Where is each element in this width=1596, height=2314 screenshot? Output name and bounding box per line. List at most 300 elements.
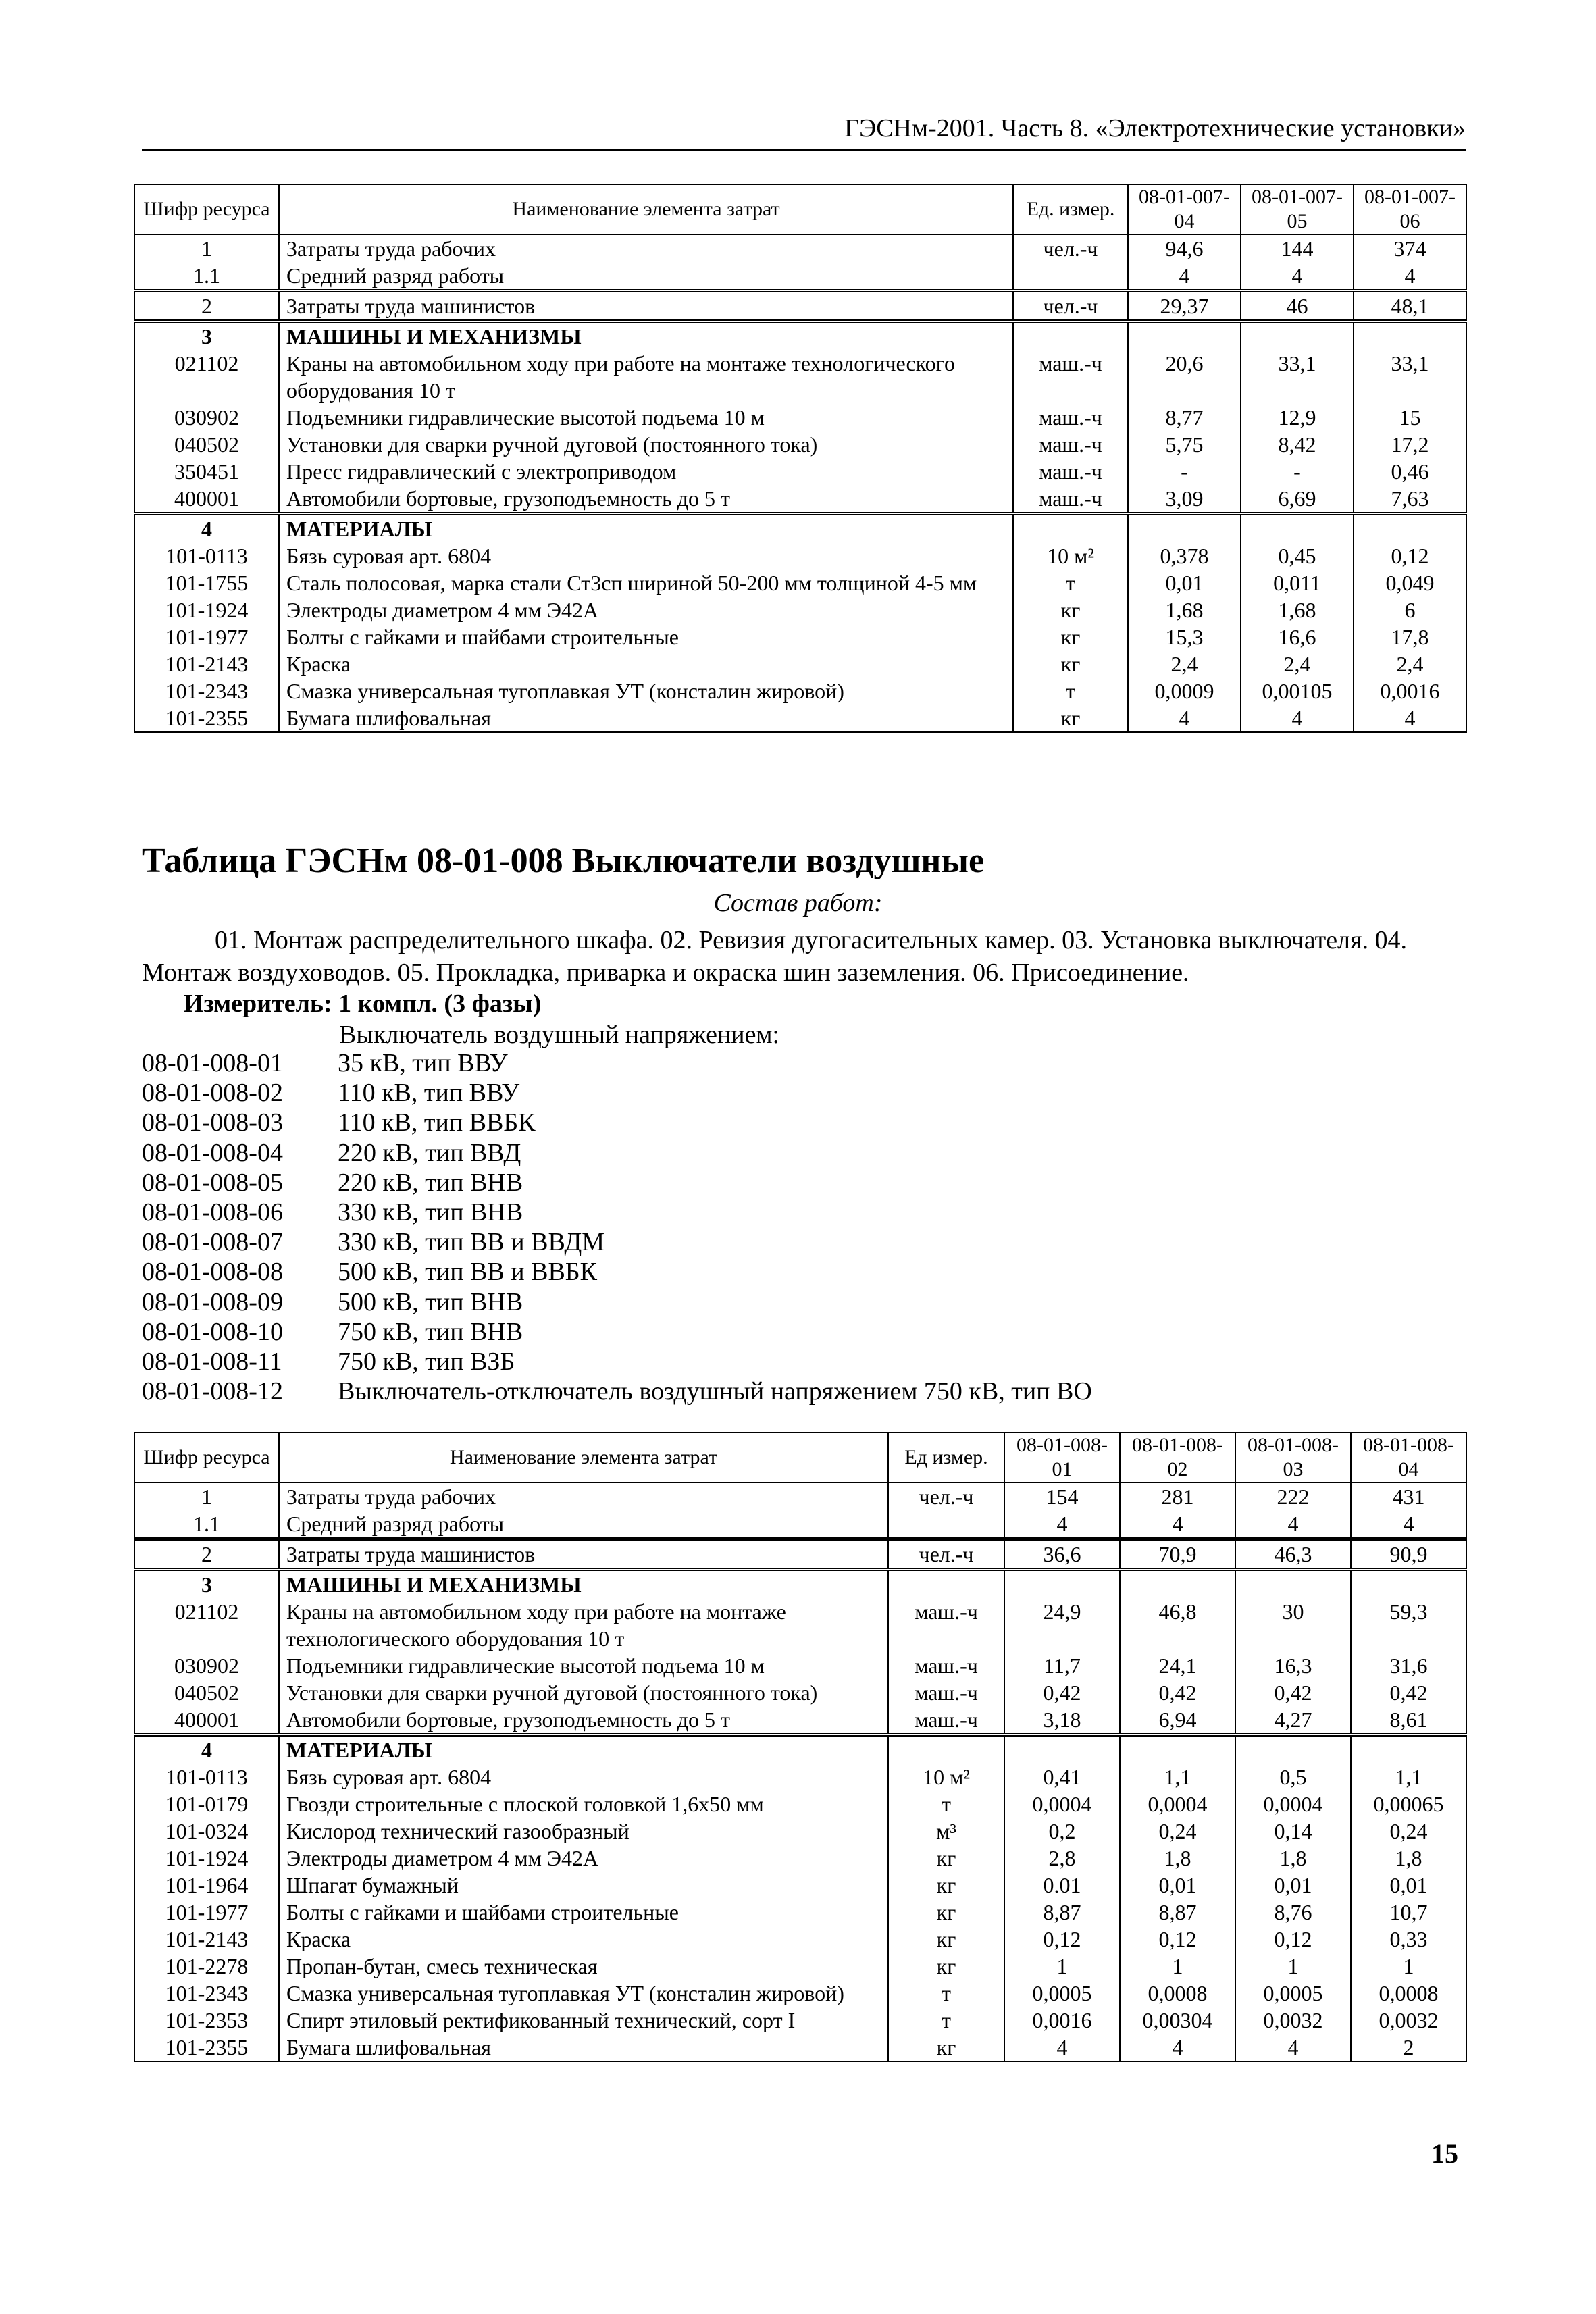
norm-value-cell: 4: [1128, 262, 1241, 291]
resource-code-cell: 101-0179: [134, 1791, 279, 1818]
variant-description: 110 кВ, тип ВВБК: [338, 1108, 536, 1137]
running-header: ГЭСНм-2001. Часть 8. «Электротехнические установки»: [142, 115, 1466, 151]
norm-value-cell: 0,011: [1241, 569, 1354, 596]
norm-value-cell: 0,24: [1351, 1818, 1466, 1845]
norm-value-cell: 0,0016: [1354, 677, 1466, 704]
table-row: [134, 1598, 1466, 1652]
variant-item: [142, 1078, 1092, 1108]
variant-code: 08-01-008-01: [142, 1049, 283, 1077]
norm-value-cell: 374: [1354, 234, 1466, 262]
table-row: [134, 677, 1466, 704]
table-row: [134, 458, 1466, 485]
table-row: [134, 485, 1466, 514]
norm-value-cell: 4: [1241, 262, 1354, 291]
cost-element-cell: Бумага шлифовальная: [279, 2034, 888, 2061]
cost-element-cell: Кислород технический газообразный: [279, 1818, 888, 1845]
norm-value-cell: 24,9: [1004, 1598, 1120, 1652]
norm-value-cell: 4: [1241, 704, 1354, 732]
unit-cell: т: [888, 2007, 1004, 2034]
page-number: 15: [1431, 2138, 1458, 2169]
norm-value-cell: [1241, 514, 1354, 543]
resource-code-cell: 2: [134, 291, 279, 322]
variant-item: [142, 1257, 1092, 1287]
norm-value-cell: 0,0032: [1235, 2007, 1351, 2034]
unit-cell: кг: [888, 2034, 1004, 2061]
cost-element-cell: Затраты труда машинистов: [279, 291, 1013, 322]
cost-element-cell: Гвозди строительные с плоской головкой 1,6х50 мм: [279, 1791, 888, 1818]
variant-item: [142, 1168, 1092, 1198]
cost-element-cell: Установки для сварки ручной дуговой (постоянного тока): [279, 431, 1013, 458]
variant-item: [142, 1377, 1092, 1406]
unit-cell: кг: [888, 1845, 1004, 1872]
norm-value-cell: 48,1: [1354, 291, 1466, 322]
resource-code-cell: 101-0324: [134, 1818, 279, 1845]
norm-value-cell: 0,5: [1235, 1764, 1351, 1791]
header-code-007-04: 08-01-007-04: [1128, 184, 1241, 234]
resource-code-cell: 101-2343: [134, 677, 279, 704]
cost-element-cell: МАТЕРИАЛЫ: [279, 514, 1013, 543]
norm-value-cell: 0,0009: [1128, 677, 1241, 704]
unit-cell: маш.-ч: [1013, 350, 1128, 404]
norm-value-cell: 0,0004: [1120, 1791, 1235, 1818]
table-row: [134, 1483, 1466, 1510]
norm-value-cell: 1,8: [1235, 1845, 1351, 1872]
table-row: [134, 291, 1466, 322]
variant-code: 08-01-008-12: [142, 1377, 283, 1406]
variant-code: 08-01-008-06: [142, 1198, 283, 1227]
cost-element-cell: Подъемники гидравлические высотой подъема 10 м: [279, 404, 1013, 431]
resource-code-cell: 1.1: [134, 262, 279, 291]
table-row: [134, 1706, 1466, 1735]
variant-item: [142, 1227, 1092, 1257]
norm-value-cell: 4: [1128, 704, 1241, 732]
resource-code-cell: 101-2143: [134, 1926, 279, 1953]
resource-code-cell: 101-1755: [134, 569, 279, 596]
norm-value-cell: 4: [1235, 2034, 1351, 2061]
resource-code-cell: 030902: [134, 404, 279, 431]
norm-value-cell: 33,1: [1241, 350, 1354, 404]
work-composition-text: 01. Монтаж распределительного шкафа. 02. Ревизия дугогасительных камер. 03. Установка выключателя. 04. Монтаж воздуховодов. 05. Прокладка, приварка и окраска шин заземления. 06. Присоединение.: [142, 926, 1407, 987]
unit-cell: т: [888, 1791, 1004, 1818]
norm-value-cell: 4: [1120, 1510, 1235, 1539]
norm-value-cell: 0,42: [1351, 1679, 1466, 1706]
resource-code-cell: 101-1977: [134, 623, 279, 650]
norm-value-cell: 0,0016: [1004, 2007, 1120, 2034]
norm-value-cell: 0,01: [1235, 1872, 1351, 1899]
norm-value-cell: 1,68: [1241, 596, 1354, 623]
variant-description: 110 кВ, тип ВВУ: [338, 1079, 520, 1108]
cost-element-cell: Автомобили бортовые, грузоподъемность до 5 т: [279, 1706, 888, 1735]
norm-value-cell: 11,7: [1004, 1652, 1120, 1679]
table-row: [134, 1899, 1466, 1926]
variant-item: [142, 1287, 1092, 1317]
resource-code-cell: 101-2278: [134, 1953, 279, 1980]
norm-value-cell: 0,14: [1235, 1818, 1351, 1845]
norm-value-cell: 0,01: [1351, 1872, 1466, 1899]
table-row: [134, 1570, 1466, 1599]
resource-code-cell: 3: [134, 322, 279, 351]
variant-code: 08-01-008-08: [142, 1258, 283, 1287]
norm-value-cell: 0,0004: [1004, 1791, 1120, 1818]
cost-element-cell: Затраты труда рабочих: [279, 1483, 888, 1510]
header-resource-code: Шифр ресурса: [134, 1433, 279, 1483]
norm-value-cell: 0,33: [1351, 1926, 1466, 1953]
norm-value-cell: 7,63: [1354, 485, 1466, 514]
header-code-008-04: 08-01-008-04: [1351, 1433, 1466, 1483]
variant-item: [142, 1317, 1092, 1347]
norm-value-cell: 4: [1004, 1510, 1120, 1539]
resource-code-cell: 101-1924: [134, 596, 279, 623]
norm-value-cell: 70,9: [1120, 1539, 1235, 1570]
unit-cell: чел.-ч: [1013, 291, 1128, 322]
norm-value-cell: -: [1241, 458, 1354, 485]
norm-value-cell: -: [1128, 458, 1241, 485]
norm-value-cell: 33,1: [1354, 350, 1466, 404]
norm-value-cell: 222: [1235, 1483, 1351, 1510]
norm-value-cell: 1: [1235, 1953, 1351, 1980]
norm-value-cell: 29,37: [1128, 291, 1241, 322]
unit-cell: [1013, 514, 1128, 543]
norm-value-cell: [1004, 1570, 1120, 1599]
norm-value-cell: 0,0032: [1351, 2007, 1466, 2034]
norm-value-cell: 0,0008: [1351, 1980, 1466, 2007]
unit-cell: [1013, 322, 1128, 351]
norm-value-cell: 36,6: [1004, 1539, 1120, 1570]
table-row: [134, 1953, 1466, 1980]
table-row: [134, 1735, 1466, 1764]
norm-value-cell: 6,69: [1241, 485, 1354, 514]
norm-value-cell: 0,12: [1235, 1926, 1351, 1953]
unit-cell: кг: [1013, 596, 1128, 623]
unit-cell: маш.-ч: [888, 1598, 1004, 1652]
norm-value-cell: [1120, 1735, 1235, 1764]
header-cost-element: Наименование элемента затрат: [279, 1433, 888, 1483]
norm-value-cell: 8,61: [1351, 1706, 1466, 1735]
norm-value-cell: [1354, 514, 1466, 543]
unit-cell: чел.-ч: [888, 1483, 1004, 1510]
table-body: [134, 1483, 1466, 2061]
variant-code: 08-01-008-03: [142, 1108, 283, 1137]
table-row: [134, 322, 1466, 351]
variant-description: 500 кВ, тип ВНВ: [338, 1287, 523, 1316]
table-row: [134, 1980, 1466, 2007]
norm-value-cell: 0,12: [1120, 1926, 1235, 1953]
cost-element-cell: Болты с гайками и шайбами строительные: [279, 1899, 888, 1926]
cost-element-cell: МАШИНЫ И МЕХАНИЗМЫ: [279, 322, 1013, 351]
unit-cell: чел.-ч: [888, 1539, 1004, 1570]
table-row: [134, 350, 1466, 404]
norm-value-cell: 0,378: [1128, 542, 1241, 569]
resource-table-008: [134, 1432, 1467, 2062]
variant-description: 330 кВ, тип ВВ и ВВДМ: [338, 1228, 605, 1257]
cost-element-cell: Смазка универсальная тугоплавкая УТ (консталин жировой): [279, 1980, 888, 2007]
norm-value-cell: 0,049: [1354, 569, 1466, 596]
variant-item: [142, 1108, 1092, 1137]
norm-value-cell: [1235, 1570, 1351, 1599]
table-row: [134, 1764, 1466, 1791]
header-code-007-06: 08-01-007-06: [1354, 184, 1466, 234]
resource-code-cell: 101-1964: [134, 1872, 279, 1899]
norm-value-cell: 10,7: [1351, 1899, 1466, 1926]
variant-description: 35 кВ, тип ВВУ: [338, 1049, 508, 1077]
unit-cell: маш.-ч: [888, 1679, 1004, 1706]
variant-code: 08-01-008-05: [142, 1168, 283, 1197]
resource-code-cell: 040502: [134, 1679, 279, 1706]
norm-value-cell: 1: [1351, 1953, 1466, 1980]
variant-item: [142, 1198, 1092, 1227]
table-row: [134, 1872, 1466, 1899]
resource-code-cell: 350451: [134, 458, 279, 485]
norm-value-cell: 17,8: [1354, 623, 1466, 650]
norm-value-cell: 0,01: [1128, 569, 1241, 596]
norm-value-cell: [1128, 322, 1241, 351]
norm-value-cell: 0,45: [1241, 542, 1354, 569]
resource-code-cell: 021102: [134, 350, 279, 404]
resource-code-cell: 400001: [134, 485, 279, 514]
cost-element-cell: Установки для сварки ручной дуговой (постоянного тока): [279, 1679, 888, 1706]
resource-code-cell: 4: [134, 1735, 279, 1764]
unit-cell: чел.-ч: [1013, 234, 1128, 262]
variant-description: 750 кВ, тип ВНВ: [338, 1317, 523, 1346]
norm-value-cell: [1120, 1570, 1235, 1599]
cost-element-cell: Пропан-бутан, смесь техническая: [279, 1953, 888, 1980]
cost-element-cell: Затраты труда машинистов: [279, 1539, 888, 1570]
norm-value-cell: 2,4: [1354, 650, 1466, 677]
cost-element-cell: Болты с гайками и шайбами строительные: [279, 623, 1013, 650]
norm-value-cell: 2,4: [1128, 650, 1241, 677]
unit-cell: маш.-ч: [1013, 404, 1128, 431]
resource-code-cell: 030902: [134, 1652, 279, 1679]
table-row: [134, 1679, 1466, 1706]
cost-element-cell: Краны на автомобильном ходу при работе на монтаже технологического оборудования 10 т: [279, 350, 1013, 404]
norm-value-cell: 30: [1235, 1598, 1351, 1652]
norm-value-cell: 6,94: [1120, 1706, 1235, 1735]
header-code-008-03: 08-01-008-03: [1235, 1433, 1351, 1483]
norm-value-cell: [1004, 1735, 1120, 1764]
table-row: [134, 1652, 1466, 1679]
header-unit: Ед. измер.: [1013, 184, 1128, 234]
cost-element-cell: Подъемники гидравлические высотой подъема 10 м: [279, 1652, 888, 1679]
resource-code-cell: 101-0113: [134, 542, 279, 569]
unit-cell: маш.-ч: [1013, 485, 1128, 514]
cost-element-cell: Сталь полосовая, марка стали Ст3сп шириной 50-200 мм толщиной 4-5 мм: [279, 569, 1013, 596]
norm-value-cell: 8,87: [1004, 1899, 1120, 1926]
norm-value-cell: 8,87: [1120, 1899, 1235, 1926]
norm-value-cell: 1,1: [1351, 1764, 1466, 1791]
norm-value-cell: [1351, 1570, 1466, 1599]
cost-element-cell: Бумага шлифовальная: [279, 704, 1013, 732]
norm-value-cell: 3,09: [1128, 485, 1241, 514]
cost-element-cell: Пресс гидравлический с электроприводом: [279, 458, 1013, 485]
norm-value-cell: 1,1: [1120, 1764, 1235, 1791]
unit-cell: кг: [888, 1953, 1004, 1980]
norm-value-cell: 46: [1241, 291, 1354, 322]
resource-code-cell: 101-1977: [134, 1899, 279, 1926]
norm-value-cell: 5,75: [1128, 431, 1241, 458]
norm-value-cell: 4: [1004, 2034, 1120, 2061]
unit-cell: маш.-ч: [888, 1706, 1004, 1735]
norm-value-cell: 0,2: [1004, 1818, 1120, 1845]
resource-table-007: [134, 184, 1467, 733]
norm-value-cell: [1128, 514, 1241, 543]
norm-value-cell: 16,6: [1241, 623, 1354, 650]
norm-value-cell: 1: [1004, 1953, 1120, 1980]
header-code-008-01: 08-01-008-01: [1004, 1433, 1120, 1483]
norm-value-cell: 0,12: [1354, 542, 1466, 569]
norm-value-cell: [1235, 1735, 1351, 1764]
norm-value-cell: 2,8: [1004, 1845, 1120, 1872]
norm-value-cell: 3,18: [1004, 1706, 1120, 1735]
resource-code-cell: 4: [134, 514, 279, 543]
norm-value-cell: 4: [1354, 262, 1466, 291]
norm-value-cell: 0,0005: [1235, 1980, 1351, 2007]
norm-value-cell: 20,6: [1128, 350, 1241, 404]
table-row: [134, 1818, 1466, 1845]
norm-value-cell: 0,42: [1235, 1679, 1351, 1706]
unit-cell: м³: [888, 1818, 1004, 1845]
cost-element-cell: Смазка универсальная тугоплавкая УТ (консталин жировой): [279, 677, 1013, 704]
variant-code: 08-01-008-07: [142, 1228, 283, 1257]
table-row: [134, 404, 1466, 431]
resource-code-cell: 101-1924: [134, 1845, 279, 1872]
norm-value-cell: 15: [1354, 404, 1466, 431]
cost-element-cell: Электроды диаметром 4 мм Э42А: [279, 1845, 888, 1872]
header-code-007-05: 08-01-007-05: [1241, 184, 1354, 234]
variant-code: 08-01-008-02: [142, 1079, 283, 1108]
norm-value-cell: 24,1: [1120, 1652, 1235, 1679]
variant-description: 500 кВ, тип ВВ и ВВБК: [338, 1258, 597, 1287]
cost-element-cell: Средний разряд работы: [279, 262, 1013, 291]
variant-description: 220 кВ, тип ВВД: [338, 1138, 521, 1167]
resource-code-cell: 1.1: [134, 1510, 279, 1539]
variant-description: 750 кВ, тип ВЗБ: [338, 1347, 515, 1376]
cost-element-cell: Бязь суровая арт. 6804: [279, 542, 1013, 569]
cost-element-cell: Затраты труда рабочих: [279, 234, 1013, 262]
variant-item: [142, 1048, 1092, 1078]
norm-value-cell: 0,00304: [1120, 2007, 1235, 2034]
cost-element-cell: Спирт этиловый ректификованный технический, сорт I: [279, 2007, 888, 2034]
norm-value-cell: [1354, 322, 1466, 351]
table-row: [134, 704, 1466, 732]
resource-code-cell: 101-0113: [134, 1764, 279, 1791]
norm-value-cell: 0,41: [1004, 1764, 1120, 1791]
cost-element-cell: Средний разряд работы: [279, 1510, 888, 1539]
variant-code: 08-01-008-11: [142, 1347, 282, 1376]
unit-cell: кг: [1013, 704, 1128, 732]
section-title: Таблица ГЭСНм 08-01-008 Выключатели воздушные: [142, 842, 985, 880]
norm-value-cell: 12,9: [1241, 404, 1354, 431]
resource-code-cell: 1: [134, 1483, 279, 1510]
unit-cell: т: [1013, 569, 1128, 596]
table-row: [134, 1539, 1466, 1570]
norm-value-cell: 0,24: [1120, 1818, 1235, 1845]
unit-cell: кг: [1013, 623, 1128, 650]
norm-value-cell: 94,6: [1128, 234, 1241, 262]
variants-heading: Выключатель воздушный напряжением:: [339, 1021, 780, 1049]
cost-element-cell: МАТЕРИАЛЫ: [279, 1735, 888, 1764]
resource-code-cell: 101-2355: [134, 2034, 279, 2061]
norm-value-cell: 0,0005: [1004, 1980, 1120, 2007]
unit-cell: т: [888, 1980, 1004, 2007]
header-resource-code: Шифр ресурса: [134, 184, 279, 234]
table-row: [134, 1791, 1466, 1818]
norm-value-cell: 90,9: [1351, 1539, 1466, 1570]
norm-value-cell: 1: [1120, 1953, 1235, 1980]
norm-value-cell: [1241, 322, 1354, 351]
unit-cell: кг: [888, 1899, 1004, 1926]
table-row: [134, 569, 1466, 596]
resource-code-cell: 101-2353: [134, 2007, 279, 2034]
norm-value-cell: 0,12: [1004, 1926, 1120, 1953]
resource-code-cell: 101-2355: [134, 704, 279, 732]
variant-description: 220 кВ, тип ВНВ: [338, 1168, 523, 1197]
variant-item: [142, 1138, 1092, 1168]
variant-code: 08-01-008-04: [142, 1138, 283, 1167]
table-row: [134, 234, 1466, 262]
resource-code-cell: 040502: [134, 431, 279, 458]
table-row: [134, 650, 1466, 677]
norm-value-cell: 431: [1351, 1483, 1466, 1510]
norm-value-cell: 6: [1354, 596, 1466, 623]
norm-value-cell: 4: [1351, 1510, 1466, 1539]
table-body: [134, 234, 1466, 732]
resource-code-cell: 3: [134, 1570, 279, 1599]
norm-value-cell: 2,4: [1241, 650, 1354, 677]
norm-value-cell: 15,3: [1128, 623, 1241, 650]
norm-value-cell: 17,2: [1354, 431, 1466, 458]
cost-element-cell: Шпагат бумажный: [279, 1872, 888, 1899]
norm-value-cell: 59,3: [1351, 1598, 1466, 1652]
cost-element-cell: Краска: [279, 650, 1013, 677]
unit-cell: маш.-ч: [1013, 458, 1128, 485]
table-row: [134, 1845, 1466, 1872]
norm-value-cell: 0,46: [1354, 458, 1466, 485]
norm-value-cell: 1,8: [1351, 1845, 1466, 1872]
norm-value-cell: 0,42: [1004, 1679, 1120, 1706]
norm-value-cell: 16,3: [1235, 1652, 1351, 1679]
resource-code-cell: 2: [134, 1539, 279, 1570]
norm-value-cell: 154: [1004, 1483, 1120, 1510]
norm-value-cell: 31,6: [1351, 1652, 1466, 1679]
variant-code: 08-01-008-10: [142, 1317, 283, 1346]
table-row: [134, 514, 1466, 543]
table-row: [134, 431, 1466, 458]
variant-description: Выключатель-отключатель воздушный напряжением 750 кВ, тип ВО: [338, 1377, 1092, 1406]
variant-description: 330 кВ, тип ВНВ: [338, 1198, 523, 1227]
norm-value-cell: 1,68: [1128, 596, 1241, 623]
unit-cell: кг: [888, 1926, 1004, 1953]
table-row: [134, 542, 1466, 569]
cost-element-cell: Краска: [279, 1926, 888, 1953]
unit-cell: [1013, 262, 1128, 291]
unit-cell: 10 м²: [1013, 542, 1128, 569]
norm-value-cell: 0,0008: [1120, 1980, 1235, 2007]
header-cost-element: Наименование элемента затрат: [279, 184, 1013, 234]
unit-cell: [888, 1510, 1004, 1539]
cost-element-cell: Автомобили бортовые, грузоподъемность до 5 т: [279, 485, 1013, 514]
table-row: [134, 1926, 1466, 1953]
norm-value-cell: 0,01: [1120, 1872, 1235, 1899]
work-composition-heading: Состав работ:: [713, 889, 883, 917]
norm-value-cell: 8,76: [1235, 1899, 1351, 1926]
norm-value-cell: 4,27: [1235, 1706, 1351, 1735]
norm-value-cell: 4: [1235, 1510, 1351, 1539]
norm-value-cell: 8,77: [1128, 404, 1241, 431]
resource-code-cell: 101-2143: [134, 650, 279, 677]
table-row: [134, 2007, 1466, 2034]
measurement-unit: Измеритель: 1 компл. (3 фазы): [184, 989, 542, 1018]
table-row: [134, 1510, 1466, 1539]
